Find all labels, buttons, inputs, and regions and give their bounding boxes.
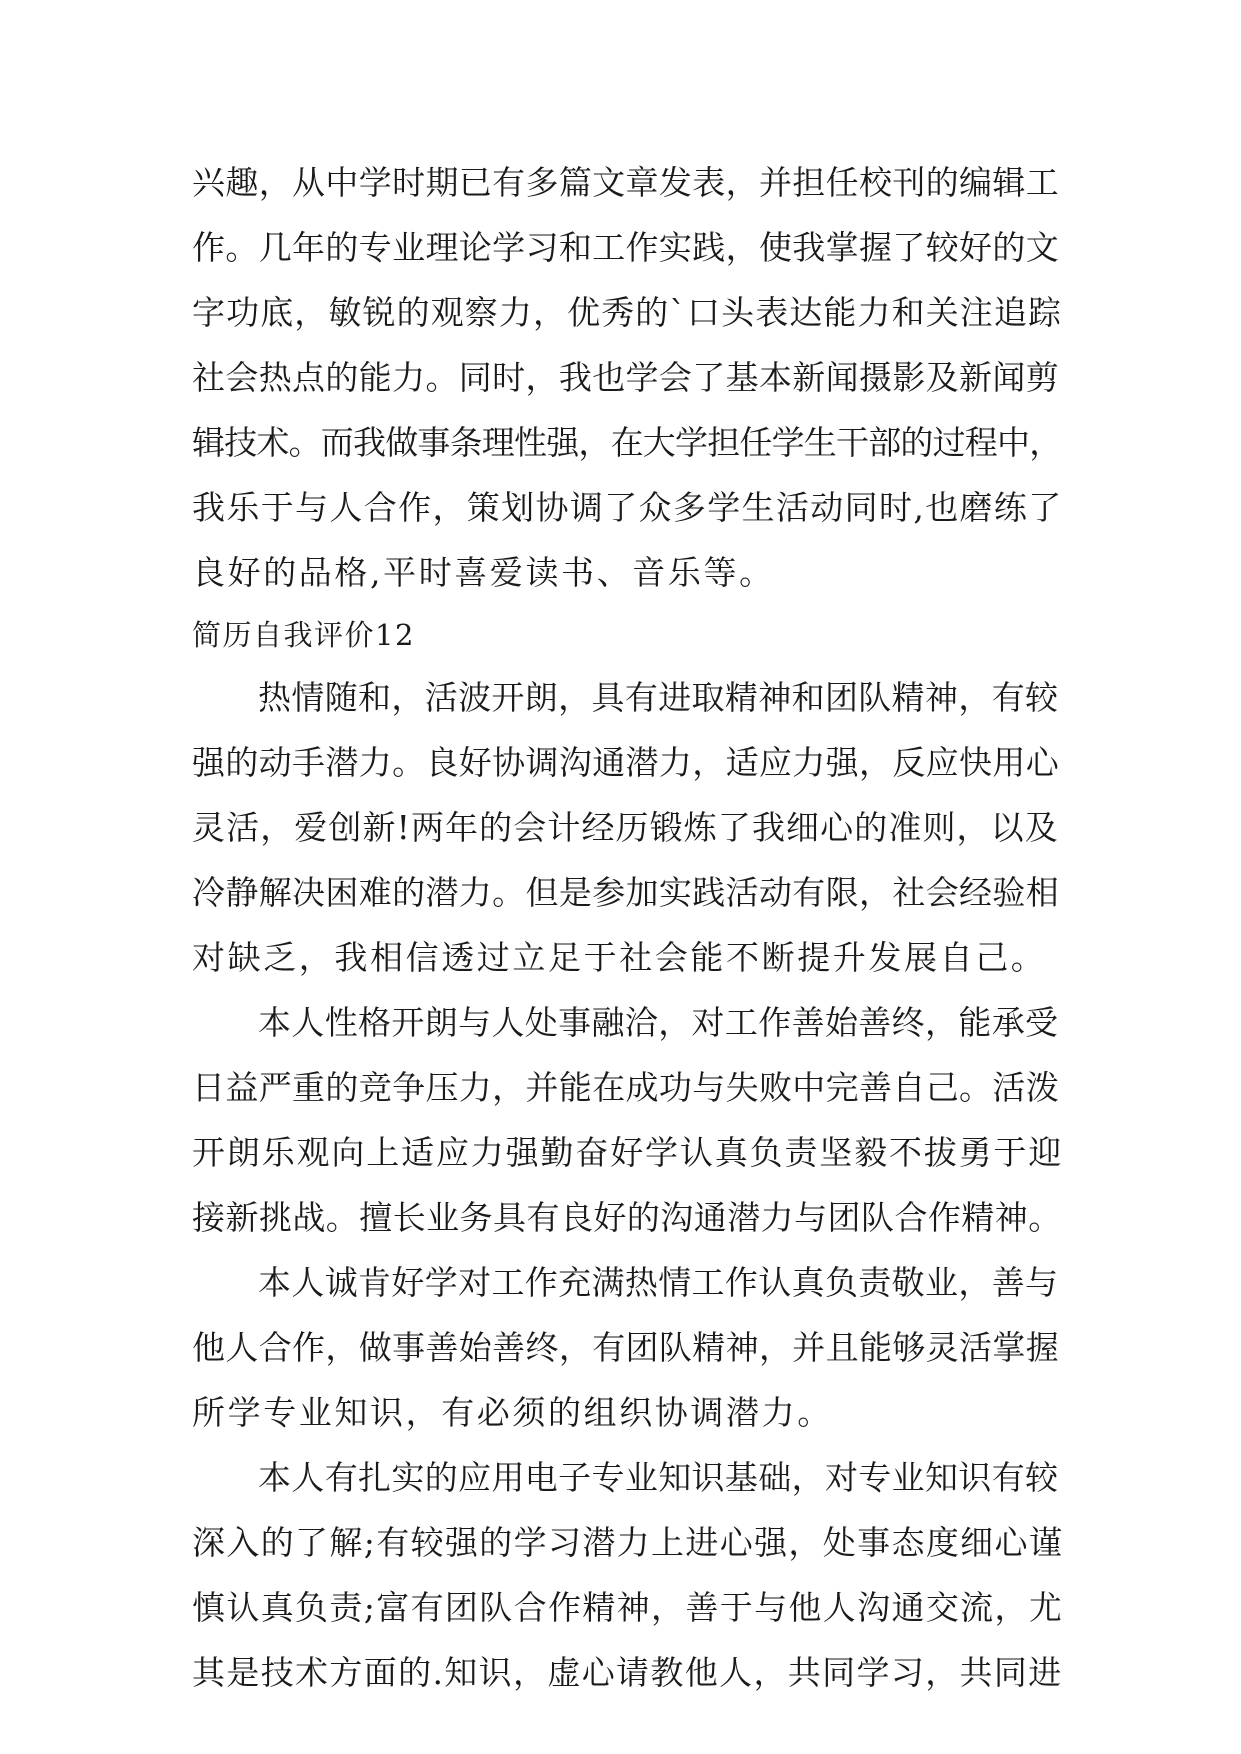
text-line: 接新挑战。擅长业务具有良好的沟通潜力与团队合作精神。: [192, 1198, 1062, 1237]
text-line: 本人诚肯好学对工作充满热情工作认真负责敬业，善与: [258, 1263, 1059, 1302]
text-line: 他人合作，做事善始善终，有团队精神，并且能够灵活掌握: [192, 1328, 1060, 1367]
text-line: 兴趣，从中学时期已有多篇文章发表，并担任校刊的编辑工: [192, 163, 1060, 202]
document-body: [192, 150, 1062, 1705]
text-line: 热情随和，活波开朗，具有进取精神和团队精神，有较: [258, 678, 1059, 717]
text-line: 冷静解决困难的潜力。但是参加实践活动有限，社会经验相: [192, 873, 1060, 912]
section-heading: 简历自我评价12: [192, 618, 415, 652]
text-line: 慎认真负责;富有团队合作精神，善于与他人沟通交流，尤: [192, 1588, 1064, 1627]
paragraph: [192, 665, 1062, 990]
text-line: 所学专业知识，有必须的组织协调潜力。: [192, 1393, 833, 1432]
text-line: 我乐于与人合作，策划协调了众多学生活动同时,也磨练了: [192, 488, 1063, 527]
text-line: 灵活，爱创新!两年的会计经历锻炼了我细心的准则，以及: [192, 808, 1059, 847]
continuation-paragraph: [192, 150, 1062, 605]
text-line: 字功底，敏锐的观察力，优秀的`口头表达能力和关注追踪: [192, 293, 1063, 332]
text-line: 强的动手潜力。良好协调沟通潜力，适应力强，反应快用心: [192, 743, 1060, 782]
text-line: 作。几年的专业理论学习和工作实践，使我掌握了较好的文: [192, 228, 1060, 267]
text-line: 其是技术方面的.知识，虚心请教他人，共同学习，共同进: [192, 1653, 1063, 1692]
text-line: 社会热点的能力。同时，我也学会了基本新闻摄影及新闻剪: [192, 358, 1060, 397]
text-line: 本人性格开朗与人处事融洽，对工作善始善终，能承受: [258, 1003, 1059, 1042]
text-line: 日益严重的竞争压力，并能在成功与失败中完善自己。活泼: [192, 1068, 1060, 1107]
text-line: 本人有扎实的应用电子专业知识基础，对专业知识有较: [258, 1458, 1059, 1497]
text-line: 对缺乏，我相信透过立足于社会能不断提升发展自己。: [192, 938, 1047, 977]
paragraph: [192, 1250, 1062, 1445]
text-line: 深入的了解;有较强的学习潜力上进心强，处事态度细心谨: [192, 1523, 1064, 1562]
paragraph: [192, 990, 1062, 1250]
paragraph: [192, 1445, 1062, 1705]
text-line: 良好的品格,平时喜爱读书、音乐等。: [192, 553, 775, 592]
text-line: 辑技术。而我做事条理性强，在大学担任学生干部的过程中，: [192, 423, 1062, 462]
text-line: 开朗乐观向上适应力强勤奋好学认真负责坚毅不拔勇于迎: [192, 1133, 1064, 1172]
